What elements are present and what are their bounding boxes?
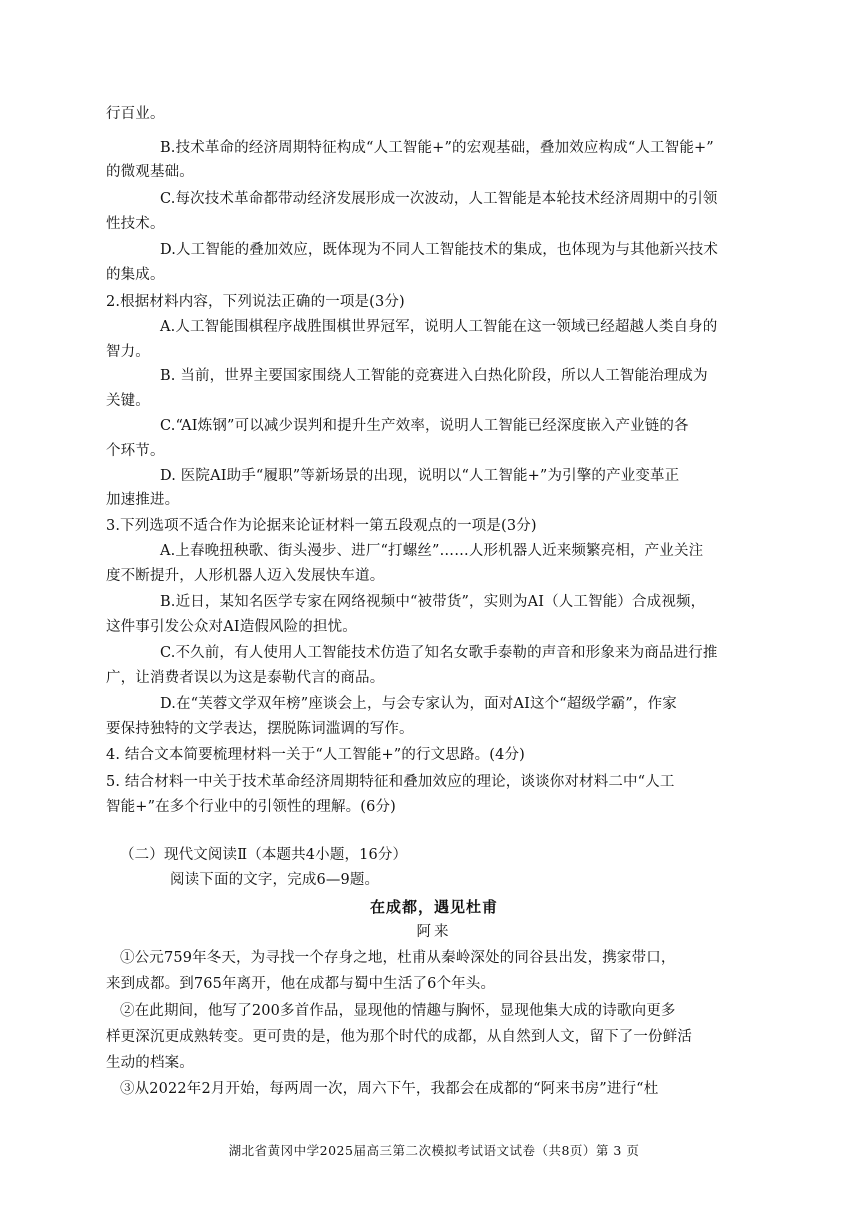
text-line: D. 医院AI助手“履职”等新场景的出现，说明以“人工智能+”为引擎的产业变革正 (160, 468, 680, 484)
paragraph-line: 来到成都。到765年离开，他在成都与蜀中生活了6个年头。 (106, 976, 496, 992)
text-line: 智力。 (106, 344, 150, 360)
text-line: 的微观基础。 (106, 164, 194, 180)
question-3-stem: 3.下列选项不适合作为论据来论证材料一第五段观点的一项是(3分) (106, 518, 537, 534)
question-2-stem: 2.根据材料内容，下列说法正确的一项是(3分) (106, 294, 405, 310)
section-heading: （二）现代文阅读Ⅱ（本题共4小题，16分） (120, 847, 408, 863)
text-line: B.近日，某知名医学专家在网络视频中“被带货”，实则为AI（人工智能）合成视频， (160, 594, 706, 610)
paragraph-line: ③从2022年2月开始，每两周一次，周六下午，我都会在成都的“阿来书房”进行“杜 (120, 1081, 659, 1097)
text-line: 这件事引发公众对AI造假风险的担忧。 (106, 619, 357, 635)
text-line: 要保持独特的文学表达，摆脱陈词滥调的写作。 (106, 721, 414, 737)
section-instruction: 阅读下面的文字，完成6—9题。 (170, 872, 380, 888)
text-line: A.上春晚扭秧歌、街头漫步、进厂“打螺丝”……人形机器人近来频繁亮相，产业关注 (160, 543, 704, 559)
text-line: 的集成。 (106, 267, 165, 283)
text-line: 性技术。 (106, 216, 165, 232)
paragraph-line: 样更深沉更成熟转变。更可贵的是，他为那个时代的成都，从自然到人文，留下了一份鲜活 (106, 1029, 692, 1045)
text-line: C.“AI炼钢”可以减少误判和提升生产效率，说明人工智能已经深度嵌入产业链的各 (160, 418, 689, 434)
text-line: B. 当前，世界主要国家围绕人工智能的竞赛进入白热化阶段，所以人工智能治理成为 (160, 368, 708, 384)
text-line: 关键。 (106, 393, 150, 409)
paragraph-line: 生动的档案。 (106, 1055, 194, 1071)
text-line: 加速推进。 (106, 492, 180, 508)
text-line: 度不断提升，人形机器人迈入发展快车道。 (106, 568, 385, 584)
article-author: 阿来 (416, 924, 452, 940)
text-line: 广，让消费者误以为这是泰勒代言的商品。 (106, 670, 385, 686)
text-line: C.不久前，有人使用人工智能技术仿造了知名女歌手泰勒的声音和形象来为商品进行推 (160, 645, 718, 661)
text-line: 行百业。 (106, 106, 165, 122)
page-footer: 湖北省黄冈中学2025届高三第二次模拟考试语文试卷（共8页）第 3 页 (228, 1143, 640, 1158)
paragraph-line: ①公元759年冬天，为寻找一个存身之地，杜甫从秦岭深处的同谷县出发，携家带口， (120, 950, 676, 966)
text-line: 智能+”在多个行业中的引领性的理解。(6分) (106, 799, 396, 815)
text-line: 个环节。 (106, 443, 165, 459)
text-line: D.人工智能的叠加效应，既体现为不同人工智能技术的集成，也体现为与其他新兴技术 (160, 242, 719, 258)
text-line: D.在“芙蓉文学双年榜”座谈会上，与会专家认为，面对AI这个“超级学霸”，作家 (160, 696, 677, 712)
question-4-stem: 4. 结合文本简要梳理材料一关于“人工智能+”的行文思路。(4分) (106, 747, 525, 763)
text-line: B.技术革命的经济周期特征构成“人工智能+”的宏观基础，叠加效应构成“人工智能+” (160, 140, 714, 156)
paragraph-line: ②在此期间，他写了200多首作品，显现他的情趣与胸怀，显现他集大成的诗歌向更多 (120, 1003, 676, 1019)
text-line: A.人工智能围棋程序战胜围棋世界冠军，说明人工智能在这一领域已经超越人类自身的 (160, 319, 718, 335)
text-line: C.每次技术革命都带动经济发展形成一次波动，人工智能是本轮技术经济周期中的引领 (160, 191, 718, 207)
question-5-stem: 5. 结合材料一中关于技术革命经济周期特征和叠加效应的理论，谈谈你对材料二中“人工 (106, 774, 675, 790)
article-title: 在成都，遇见杜甫 (369, 898, 498, 916)
